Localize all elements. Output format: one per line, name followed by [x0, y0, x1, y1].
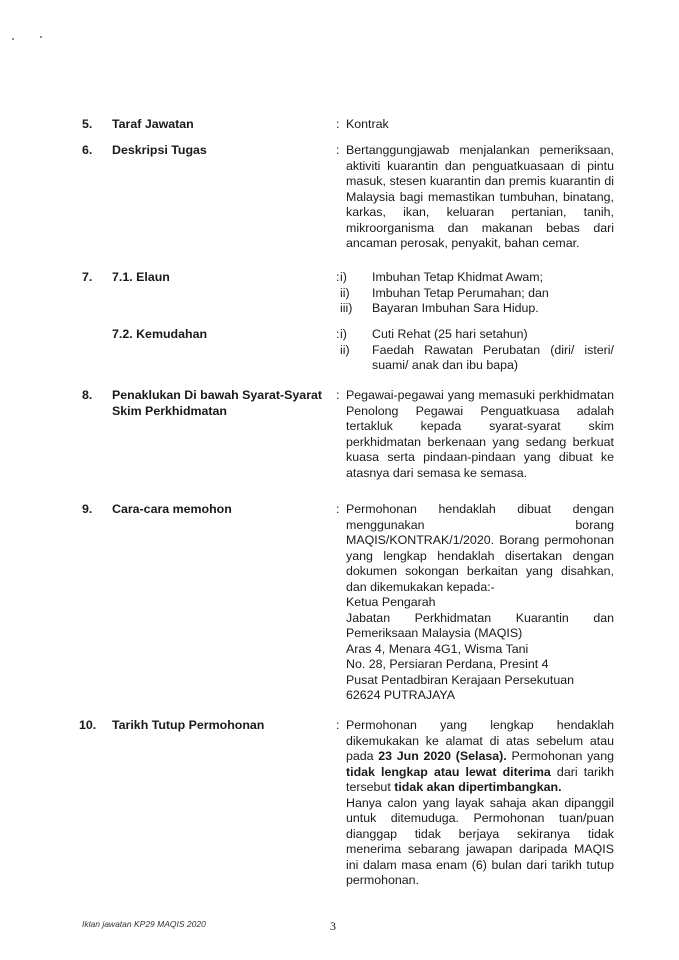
colon: :: [336, 117, 340, 131]
item-number: 8.: [82, 388, 93, 402]
list-item: iii) Bayaran Imbuhan Sara Hidup.: [340, 301, 539, 315]
item-number: 7.: [82, 270, 93, 284]
address-line: Pusat Pentadbiran Kerajaan Persekutuan: [346, 672, 575, 687]
item-label: Tarikh Tutup Permohonan: [112, 718, 265, 732]
item-label: Penaklukan Di bawah Syarat-Syarat Skim Perkhidmatan: [112, 388, 323, 418]
address-line: Aras 4, Menara 4G1, Wisma Tani: [346, 641, 529, 656]
item-label: Cara-cara memohon: [112, 502, 232, 516]
sub-label-kemudahan: 7.2. Kemudahan: [112, 327, 208, 341]
footer-text: Iklan jawatan KP29 MAQIS 2020: [82, 919, 206, 929]
list-item: i) Imbuhan Tetap Khidmat Awam;: [340, 270, 544, 284]
interview-paragraph: Hanya calon yang layak sahaja akan dipanggil untuk ditemuduga. Permohonan tuan/puan dianggap tidak berjaya sekiranya tidak menerima sebarang jawapan daripada MAQIS ini dalam masa enam (6) bulan dari tarikh tutup permohonan.: [346, 795, 614, 887]
item-value: Kontrak: [346, 117, 389, 131]
colon: :: [336, 143, 340, 157]
address-line: Ketua Pengarah: [346, 595, 436, 609]
list-item: ii) Imbuhan Tetap Perumahan; dan: [340, 285, 549, 300]
address-line: Jabatan Perkhidmatan Kuarantin dan Pemeriksaan Malaysia (MAQIS): [346, 610, 614, 640]
item-number: 5.: [82, 117, 93, 131]
elaun-list: [340, 270, 614, 317]
not-considered-note: tidak akan dipertimbangkan.: [394, 780, 562, 794]
address-line: No. 28, Persiaran Perdana, Presint 4: [346, 657, 549, 671]
colon: :: [336, 327, 340, 341]
colon: :: [336, 718, 340, 732]
item-number: 9.: [82, 502, 93, 516]
item-value: Pegawai-pegawai yang memasuki perkhidmatan Penolong Pegawai Penguatkuasa adalah tertakluk kepada syarat-syarat skim perkhidmatan berkenaan yang sedang berkuat kuasa serta pindaan-pindaan yang dibuat ke atasnya dari semasa ke semasa.: [346, 388, 614, 480]
item-label: Deskripsi Tugas: [112, 143, 207, 157]
item-value: Bertanggungjawab menjalankan pemeriksaan, aktiviti kuarantin dan penguatkuasaan di pintu masuk, stesen kuarantin dan premis kuarantin di Malaysia bagi memastikan tumbuhan, binatang, karkas, ikan, keluaran pertanian, tanih, mikroorganisma dan makanan bebas dari ancaman perosak, penyakit, bahan cemar.: [346, 143, 614, 250]
closing-date: 23 Jun 2020 (Selasa).: [378, 749, 507, 763]
application-instructions: Permohonan hendaklah dibuat dengan menggunakan borang MAQIS/KONTRAK/1/2020. Borang permohonan yang lengkap hendaklah disertakan dengan dokumen sokongan berkaitan yang disahkan, dan dikemukakan kepada:-: [346, 502, 614, 594]
item-value: [346, 718, 614, 889]
item-value: [346, 502, 614, 704]
colon: :: [336, 502, 340, 516]
address-line: 62624 PUTRAJAYA: [346, 688, 456, 702]
item-number: 10.: [79, 718, 97, 732]
scan-speck: [12, 38, 14, 40]
closing-date-paragraph: Permohonan yang lengkap hendaklah dikemukakan ke alamat di atas sebelum atau pada 23 Jun 2020 (Selasa). Permohonan yang tidak lengkap atau lewat diterima dari tarikh tersebut tidak akan dipertimbangkan.: [346, 718, 614, 794]
item-number: 6.: [82, 143, 93, 157]
kemudahan-list: [340, 327, 614, 374]
sub-label-elaun: 7.1. Elaun: [112, 270, 170, 284]
incomplete-late-note: tidak lengkap atau lewat diterima: [346, 764, 551, 779]
colon: :: [336, 388, 340, 402]
scan-speck: [40, 36, 42, 38]
item-label: Taraf Jawatan: [112, 117, 194, 131]
list-item: ii) Faedah Rawatan Perubatan (diri/ isteri/ suami/ anak dan ibu bapa): [340, 342, 614, 372]
page-number: 3: [330, 919, 336, 933]
colon: :: [336, 270, 340, 284]
list-item: i) Cuti Rehat (25 hari setahun): [340, 327, 528, 341]
